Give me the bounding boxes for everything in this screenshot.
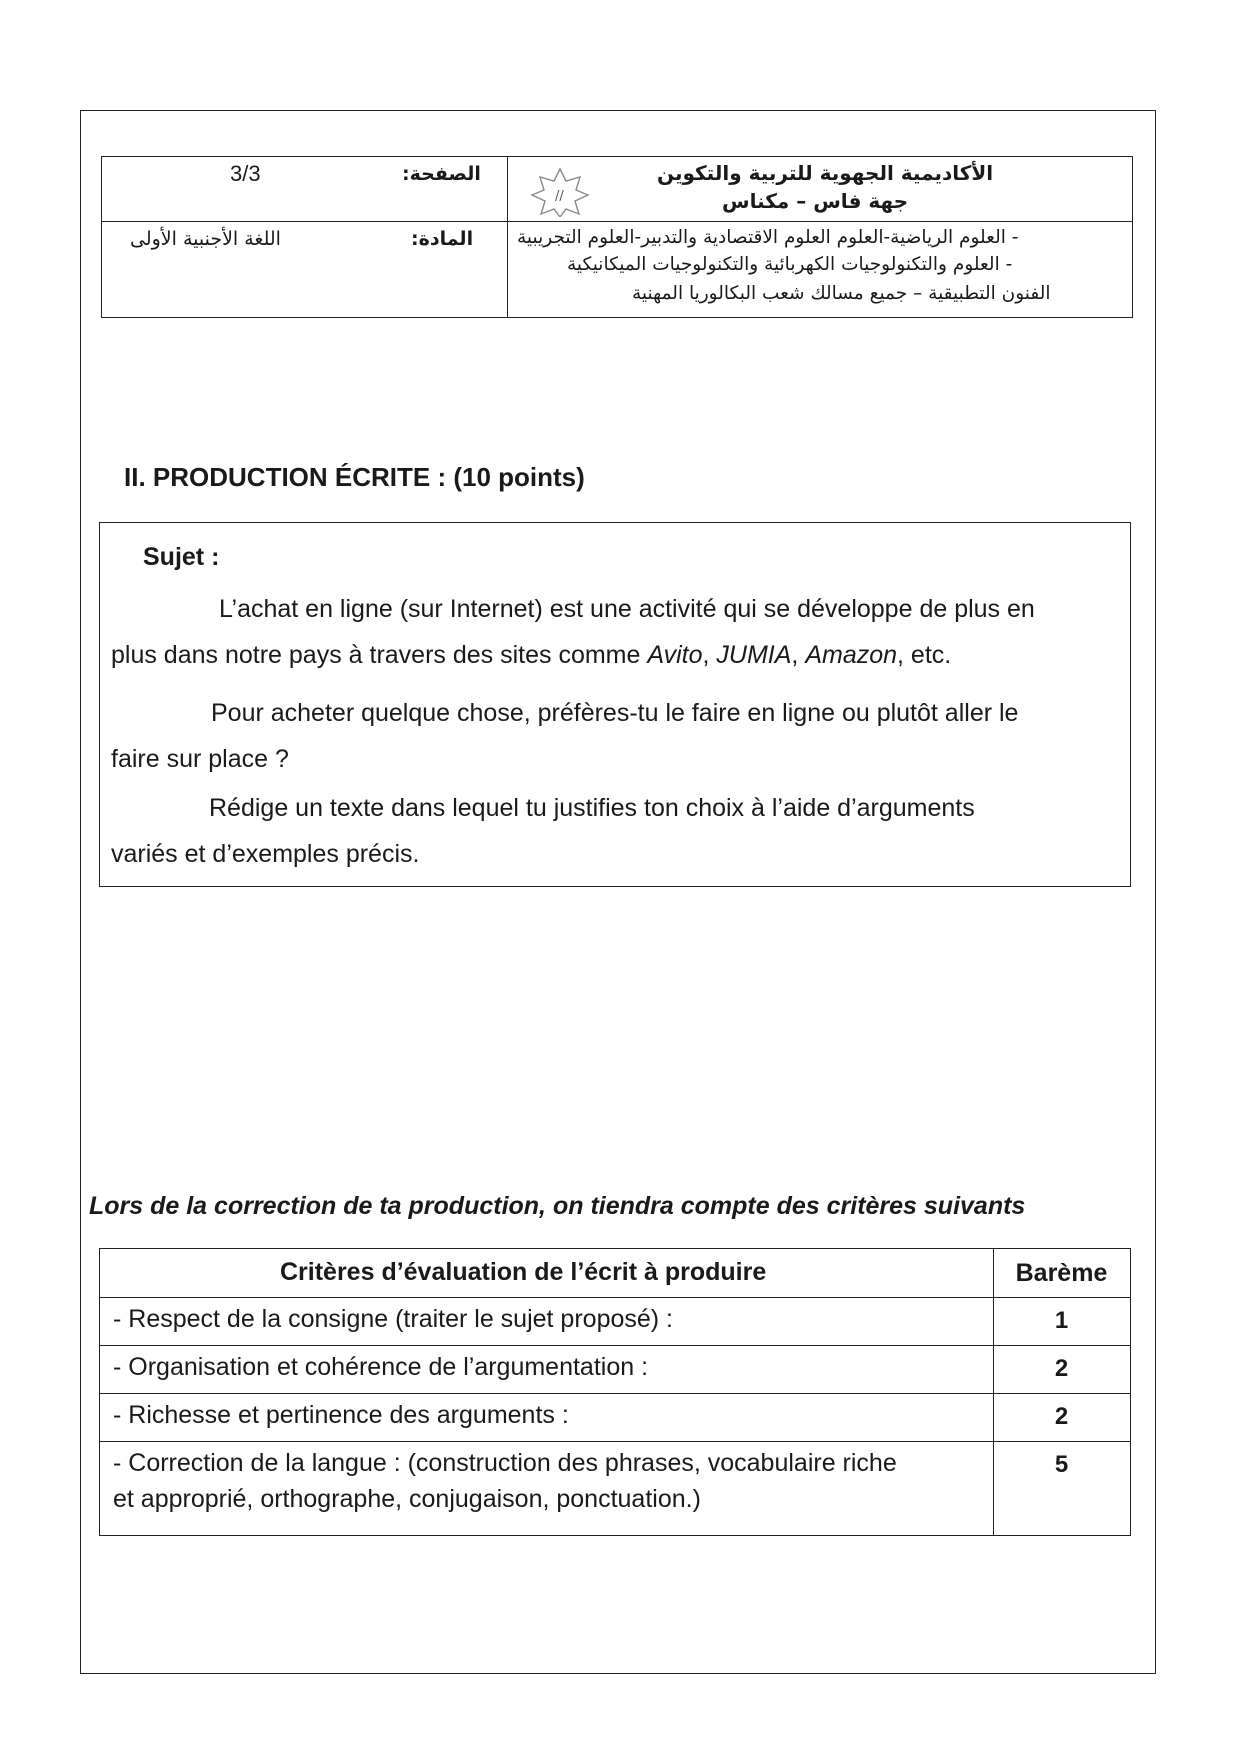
criteria-row-3-points: 2 [1054, 1403, 1069, 1430]
criteria-column-header: Critères d’évaluation de l’écrit à produire [280, 1258, 767, 1286]
streams-line-1: - العلوم الرياضية-العلوم العلوم الاقتصادية والتدبير-العلوم التجريبية [517, 227, 1019, 248]
criteria-row-4-points: 5 [1054, 1451, 1069, 1478]
subject-label: Sujet : [143, 543, 220, 571]
criteria-row-1-points: 1 [1054, 1307, 1069, 1334]
section-title: II. PRODUCTION ÉCRITE : (10 points) [124, 462, 585, 492]
academy-name: الأكاديمية الجهوية للتربية والتكوين [657, 161, 994, 185]
streams-line-3: الفنون التطبيقية – جميع مسالك شعب البكالوريا المهنية [632, 283, 1051, 304]
subject-paragraph-1-line-2: plus dans notre pays à travers des sites comme Avito, JUMIA, Amazon, etc. [111, 641, 952, 669]
subject-paragraph-2-line-1: Pour acheter quelque chose, préfères-tu le faire en ligne ou plutôt aller le [211, 699, 1019, 727]
subject-paragraph-2-line-2: faire sur place ? [111, 745, 289, 773]
site-avito: Avito [647, 641, 703, 669]
header-table [101, 156, 1133, 318]
site-amazon: Amazon [805, 641, 898, 669]
subject-paragraph-3-line-2: variés et d’exemples précis. [111, 840, 420, 868]
points-column-header: Barème [1015, 1259, 1108, 1287]
criteria-row-4-line-1: - Correction de la langue : (construction des phrases, vocabulaire riche [113, 1449, 897, 1477]
criteria-row-1: - Respect de la consigne (traiter le sujet proposé) : [113, 1305, 673, 1333]
criteria-row-4-line-2: et approprié, orthographe, conjugaison, ponctuation.) [113, 1485, 701, 1513]
criteria-row-2: - Organisation et cohérence de l’argumentation : [113, 1353, 649, 1381]
streams-line-2: - العلوم والتكنولوجيات الكهربائية والتكنولوجيات الميكانيكية [567, 254, 1013, 275]
page-number: 3/3 [230, 161, 261, 186]
svg-text://: // [555, 189, 564, 204]
emblem-star-icon [522, 167, 598, 217]
subject-paragraph-1-line-1: L’achat en ligne (sur Internet) est une activité qui se développe de plus en [219, 595, 1035, 623]
region-name: جهة فاس – مكناس [722, 189, 909, 213]
criteria-heading: Lors de la correction de ta production, on tiendra compte des critères suivants [89, 1192, 1026, 1220]
site-jumia: JUMIA [716, 641, 792, 669]
subject-value: اللغة الأجنبية الأولى [130, 228, 281, 250]
criteria-table [99, 1248, 1131, 1536]
criteria-row-2-points: 2 [1054, 1355, 1069, 1382]
subject-paragraph-3-line-1: Rédige un texte dans lequel tu justifies ton choix à l’aide d’arguments [209, 794, 975, 822]
page-label: الصفحة: [402, 163, 481, 185]
subject-label: المادة: [411, 228, 474, 250]
criteria-row-3: - Richesse et pertinence des arguments : [113, 1401, 569, 1429]
